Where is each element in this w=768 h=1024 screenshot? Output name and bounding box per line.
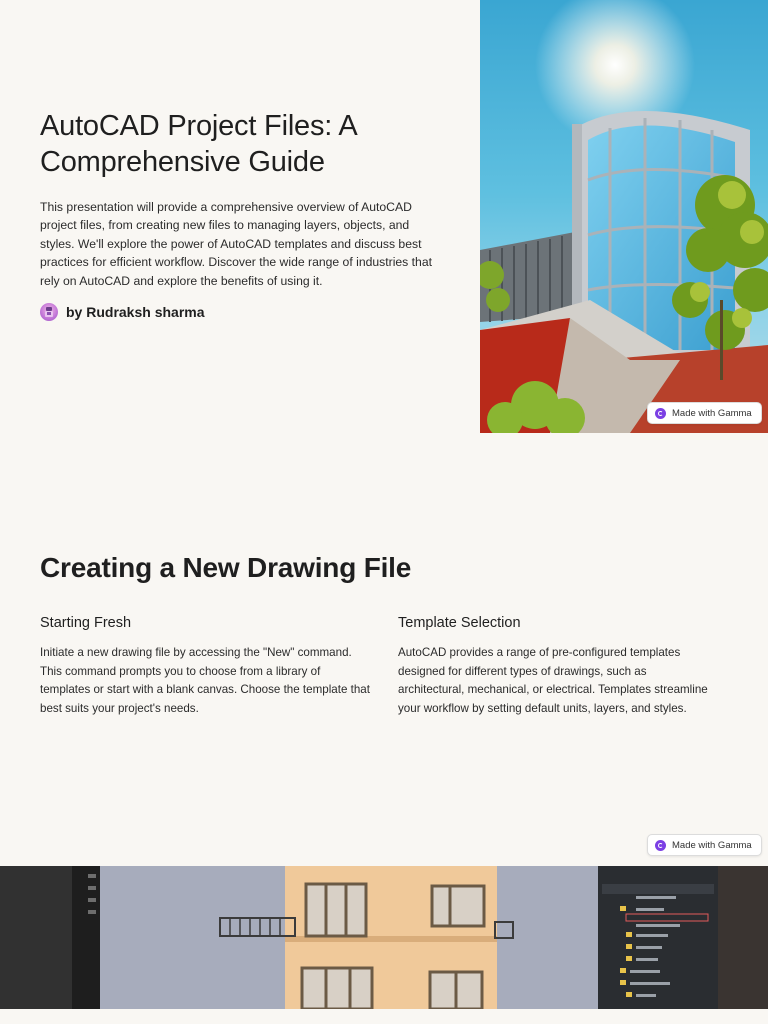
house-elevation-screenshot-icon	[0, 866, 768, 1009]
page-title: AutoCAD Project Files: A Comprehensive Guide	[40, 110, 356, 178]
gamma-logo-icon	[655, 840, 666, 851]
building-photo-icon	[480, 0, 768, 433]
section-title: Creating a New Drawing File	[40, 552, 412, 583]
badge-label: Made with Gamma	[672, 407, 752, 419]
avatar	[40, 303, 58, 321]
column-body: AutoCAD provides a range of pre-configured templates designed for different types of drawings, such as architectural, mechanical, or electrical. Templates streamline your workflow by setting default units, layers, and styles.	[398, 646, 708, 715]
column-template-selection	[398, 614, 716, 718]
column-heading: Starting Fresh	[40, 615, 132, 631]
made-with-gamma-badge[interactable]	[647, 402, 762, 424]
column-body: Initiate a new drawing file by accessing the "New" command. This command prompts you to choose from a library of templates or start with a blank canvas. Choose the template that best suits your project's needs.	[40, 646, 370, 715]
author-name: by Rudraksh sharma	[66, 304, 205, 320]
gamma-logo-icon	[655, 408, 666, 419]
author-line	[40, 303, 205, 321]
person-icon	[44, 306, 54, 318]
hero-building-image	[480, 0, 768, 433]
badge-label: Made with Gamma	[672, 839, 752, 851]
column-starting-fresh	[40, 614, 370, 718]
slide-title	[0, 0, 768, 433]
made-with-gamma-badge[interactable]	[647, 834, 762, 856]
slide-autocad-screenshot	[0, 866, 768, 1009]
column-heading: Template Selection	[398, 615, 521, 631]
intro-description: This presentation will provide a comprehensive overview of AutoCAD project files, from creating new files to managing layers, objects, and styles. We'll explore the power of AutoCAD templates and discuss best practices for efficient workflow. Discover the wide range of industries that rely on AutoCAD and explore the benefits of using it.	[40, 200, 432, 288]
